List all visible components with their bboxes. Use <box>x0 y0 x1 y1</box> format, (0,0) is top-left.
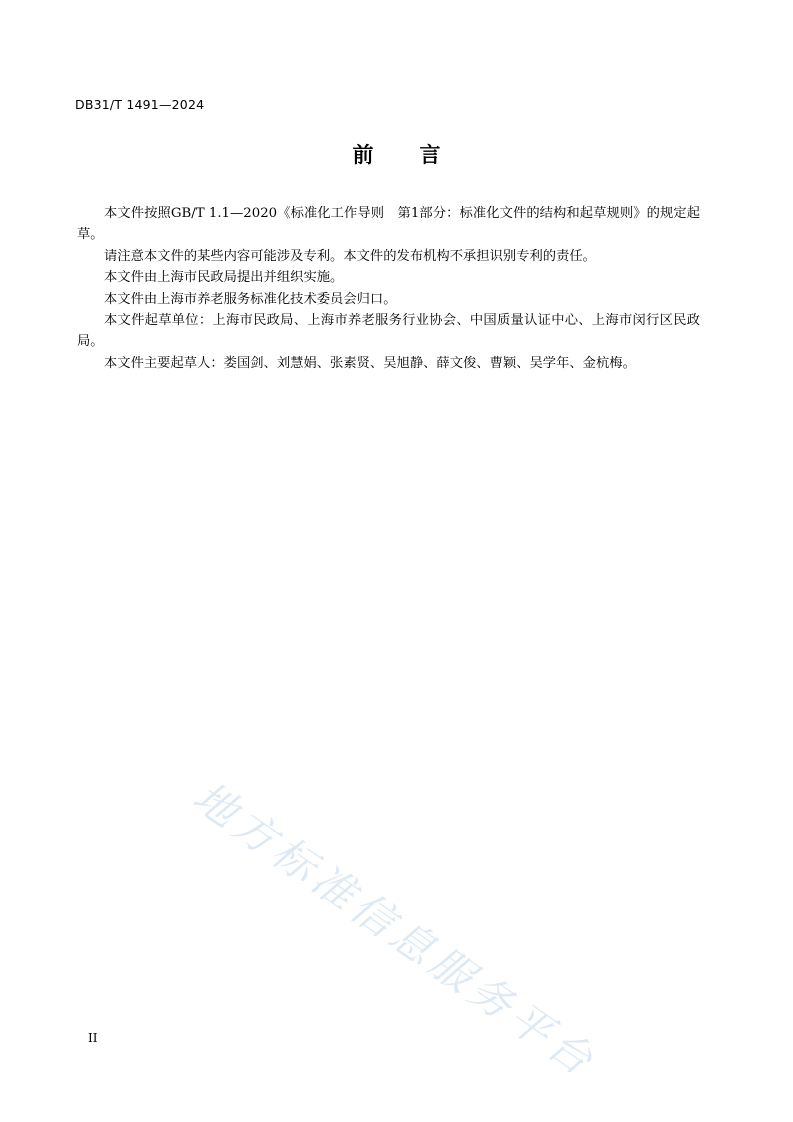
preface-body <box>77 203 700 374</box>
paragraph-proposer: 本文件由上海市民政局提出并组织实施。 <box>104 270 344 286</box>
paragraph-patent-notice: 请注意本文件的某些内容可能涉及专利。本文件的发布机构不承担识别专利的责任。 <box>104 248 596 264</box>
watermark: 地方标准信息服务平台 <box>184 771 606 1088</box>
title-char-2: 言 <box>419 143 441 167</box>
title-char-1: 前 <box>352 143 374 167</box>
paragraph-drafters: 本文件主要起草人：娄国剑、刘慧娟、张素贤、吴旭静、薛文俊、曹颖、吴学年、金杭梅。 <box>104 355 636 371</box>
paragraph-drafting-units: 本文件起草单位：上海市民政局、上海市养老服务行业协会、中国质量认证中心、上海市闵行区民政局。 <box>77 313 700 350</box>
page-number: II <box>88 1031 98 1045</box>
paragraph-committee: 本文件由上海市养老服务标准化技术委员会归口。 <box>104 291 397 307</box>
document-code: DB31/T 1491—2024 <box>75 97 205 112</box>
page-title <box>0 139 793 169</box>
paragraph-drafting-rules: 本文件按照GB/T 1.1—2020《标准化工作导则 第1部分：标准化文件的结构和起草规则》的规定起草。 <box>77 206 700 243</box>
